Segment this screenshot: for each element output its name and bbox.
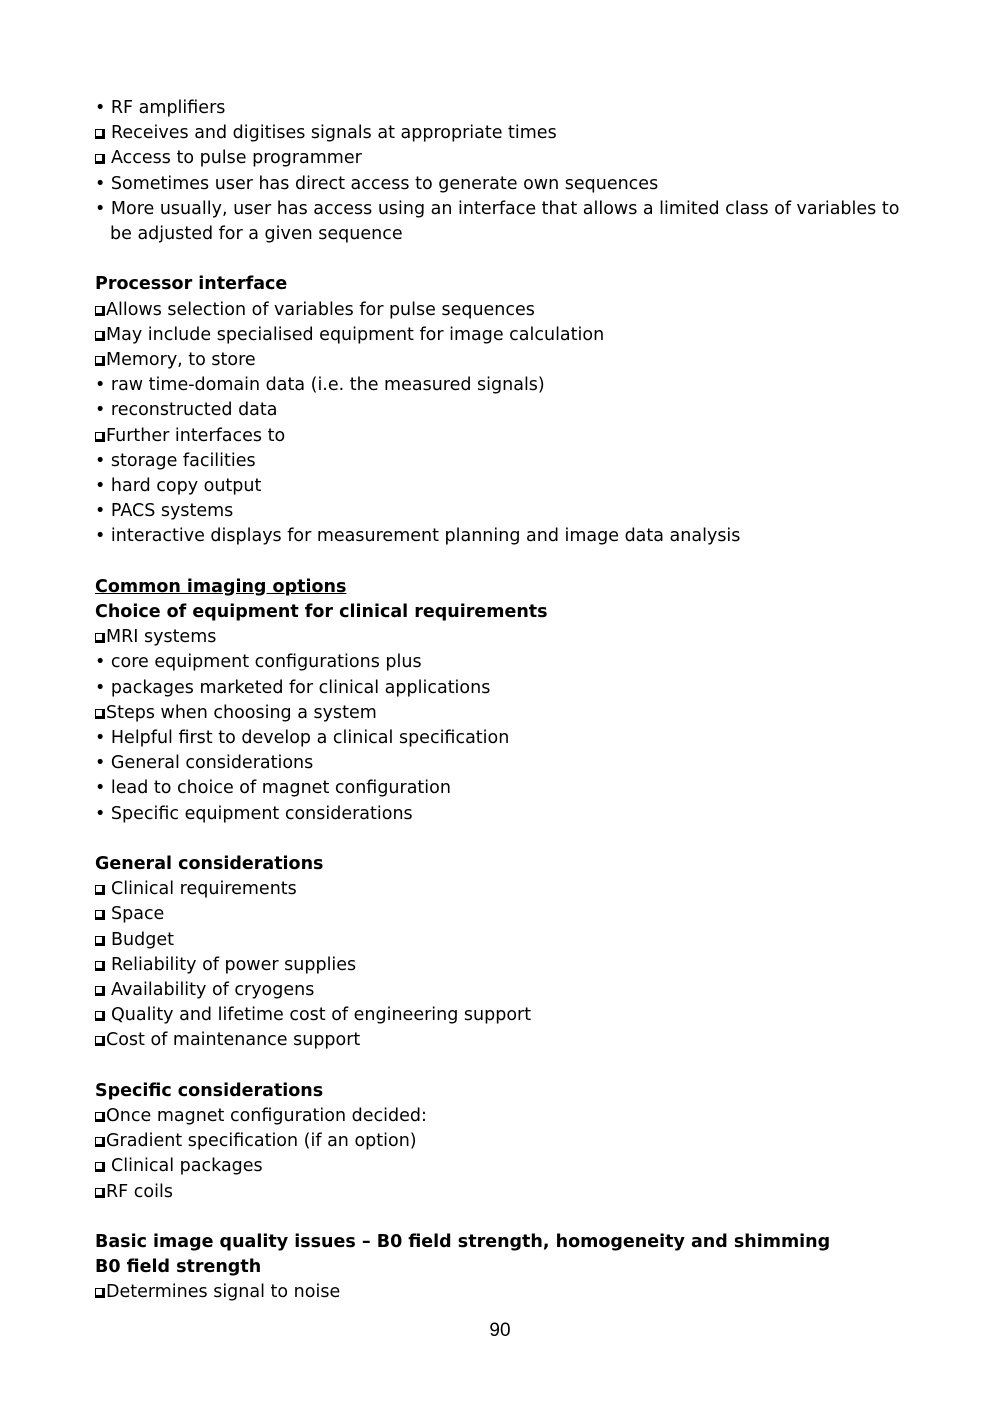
- item-text: packages marketed for clinical applications: [110, 677, 491, 698]
- checkbox-item: [95, 953, 915, 978]
- blank-line: [95, 1054, 915, 1079]
- bullet-icon: •: [95, 778, 111, 799]
- checkbox-item: [95, 928, 915, 953]
- bullet-item: [95, 499, 915, 524]
- item-text: interactive displays for measurement planning and image data analysis: [110, 526, 741, 547]
- item-text: Receives and digitises signals at appropriate times: [111, 123, 557, 144]
- bullet-item: [95, 172, 915, 197]
- section-heading: Specific considerations: [95, 1080, 324, 1101]
- bullet-item: [95, 524, 915, 549]
- item-text: Cost of maintenance support: [106, 1030, 361, 1051]
- checkbox-item: [95, 701, 915, 726]
- item-text: Sometimes user has direct access to generate own sequences: [110, 173, 659, 194]
- bullet-item: [95, 449, 915, 474]
- item-text: More usually, user has access using an interface that allows a limited class of variables to be adjusted for a given sequence: [110, 198, 905, 245]
- checkbox-item: [95, 121, 915, 146]
- item-text: hard copy output: [110, 476, 262, 497]
- checkbox-item: [95, 298, 915, 323]
- item-text: Further interfaces to: [106, 425, 286, 446]
- checkbox-icon: [95, 1036, 105, 1046]
- bullet-icon: •: [95, 450, 111, 471]
- section-heading: Basic image quality issues – B0 field strength, homogeneity and shimming: [95, 1232, 831, 1253]
- bullet-icon: •: [95, 677, 111, 698]
- item-text: May include specialised equipment for image calculation: [106, 324, 605, 345]
- bullet-icon: •: [95, 652, 111, 673]
- checkbox-icon: [95, 1288, 105, 1298]
- section-heading: Processor interface: [95, 274, 288, 295]
- bullet-item: [95, 197, 915, 247]
- bullet-icon: •: [95, 98, 111, 118]
- section-heading: Common imaging options: [95, 576, 347, 597]
- item-text: Memory, to store: [106, 350, 256, 371]
- blank-line: [95, 247, 915, 272]
- checkbox-icon: [95, 331, 105, 341]
- checkbox-icon: [95, 1162, 105, 1172]
- bullet-item: [95, 676, 915, 701]
- checkbox-icon: [95, 1137, 105, 1147]
- bullet-icon: •: [95, 501, 111, 522]
- checkbox-item: [95, 625, 915, 650]
- checkbox-icon: [95, 432, 105, 442]
- checkbox-icon: [95, 356, 105, 366]
- checkbox-item: [95, 146, 915, 171]
- checkbox-icon: [95, 129, 105, 139]
- item-text: Determines signal to noise: [106, 1282, 341, 1303]
- item-text: PACS systems: [110, 501, 234, 522]
- item-text: Clinical requirements: [111, 879, 297, 900]
- item-text: Space: [111, 904, 165, 925]
- checkbox-item: [95, 323, 915, 348]
- bullet-icon: •: [95, 173, 111, 194]
- checkbox-icon: [95, 1112, 105, 1122]
- checkbox-icon: [95, 986, 105, 996]
- checkbox-icon: [95, 910, 105, 920]
- bullet-item: [95, 726, 915, 751]
- bullet-item: [95, 650, 915, 675]
- bullet-icon: •: [95, 728, 111, 749]
- checkbox-icon: [95, 154, 105, 164]
- checkbox-item: [95, 1104, 915, 1129]
- checkbox-item: [95, 1280, 915, 1305]
- item-text: Helpful first to develop a clinical specification: [110, 728, 510, 749]
- item-text: Budget: [111, 929, 174, 950]
- bullet-icon: •: [95, 400, 111, 421]
- item-text: Once magnet configuration decided:: [106, 1106, 427, 1127]
- bullet-item: [95, 373, 915, 398]
- item-text: RF amplifiers: [110, 98, 226, 118]
- section-heading: B0 field strength: [95, 1257, 262, 1278]
- checkbox-item: [95, 348, 915, 373]
- blank-line: [95, 1205, 915, 1230]
- bullet-icon: •: [95, 476, 111, 497]
- item-text: storage facilities: [110, 450, 256, 471]
- item-text: Gradient specification (if an option): [106, 1131, 417, 1152]
- checkbox-icon: [95, 936, 105, 946]
- bullet-item: [95, 802, 915, 827]
- bullet-icon: •: [95, 198, 111, 219]
- item-text: Specific equipment considerations: [110, 803, 413, 824]
- bullet-icon: •: [95, 753, 111, 774]
- checkbox-item: [95, 902, 915, 927]
- document-body: [95, 96, 915, 1306]
- section-heading: Choice of equipment for clinical requirements: [95, 602, 548, 623]
- item-text: Quality and lifetime cost of engineering support: [111, 1005, 532, 1026]
- blank-line: [95, 827, 915, 852]
- item-text: core equipment configurations plus: [110, 652, 422, 673]
- checkbox-icon: [95, 306, 105, 316]
- checkbox-icon: [95, 1011, 105, 1021]
- item-text: Access to pulse programmer: [111, 148, 362, 169]
- checkbox-icon: [95, 885, 105, 895]
- item-text: raw time-domain data (i.e. the measured signals): [110, 375, 545, 396]
- section-heading: General considerations: [95, 854, 324, 875]
- checkbox-item: [95, 1003, 915, 1028]
- checkbox-item: [95, 877, 915, 902]
- bullet-item: [95, 96, 915, 121]
- checkbox-item: [95, 1180, 915, 1205]
- item-text: Allows selection of variables for pulse sequences: [106, 299, 535, 320]
- bullet-item: [95, 474, 915, 499]
- item-text: Reliability of power supplies: [111, 954, 357, 975]
- checkbox-item: [95, 978, 915, 1003]
- checkbox-item: [95, 1028, 915, 1053]
- item-text: reconstructed data: [110, 400, 278, 421]
- bullet-icon: •: [95, 803, 111, 824]
- bullet-icon: •: [95, 375, 111, 396]
- item-text: Clinical packages: [111, 1156, 263, 1177]
- checkbox-item: [95, 424, 915, 449]
- item-text: Availability of cryogens: [111, 980, 315, 1001]
- bullet-icon: •: [95, 526, 111, 547]
- item-text: Steps when choosing a system: [106, 702, 377, 723]
- checkbox-item: [95, 1129, 915, 1154]
- bullet-item: [95, 776, 915, 801]
- item-text: lead to choice of magnet configuration: [110, 778, 451, 799]
- checkbox-icon: [95, 1188, 105, 1198]
- bullet-item: [95, 751, 915, 776]
- checkbox-icon: [95, 709, 105, 719]
- item-text: General considerations: [110, 753, 314, 774]
- blank-line: [95, 550, 915, 575]
- item-text: MRI systems: [106, 627, 217, 648]
- checkbox-icon: [95, 961, 105, 971]
- bullet-item: [95, 398, 915, 423]
- page-number: 90: [489, 1320, 511, 1341]
- checkbox-icon: [95, 633, 105, 643]
- checkbox-item: [95, 1154, 915, 1179]
- item-text: RF coils: [106, 1181, 173, 1202]
